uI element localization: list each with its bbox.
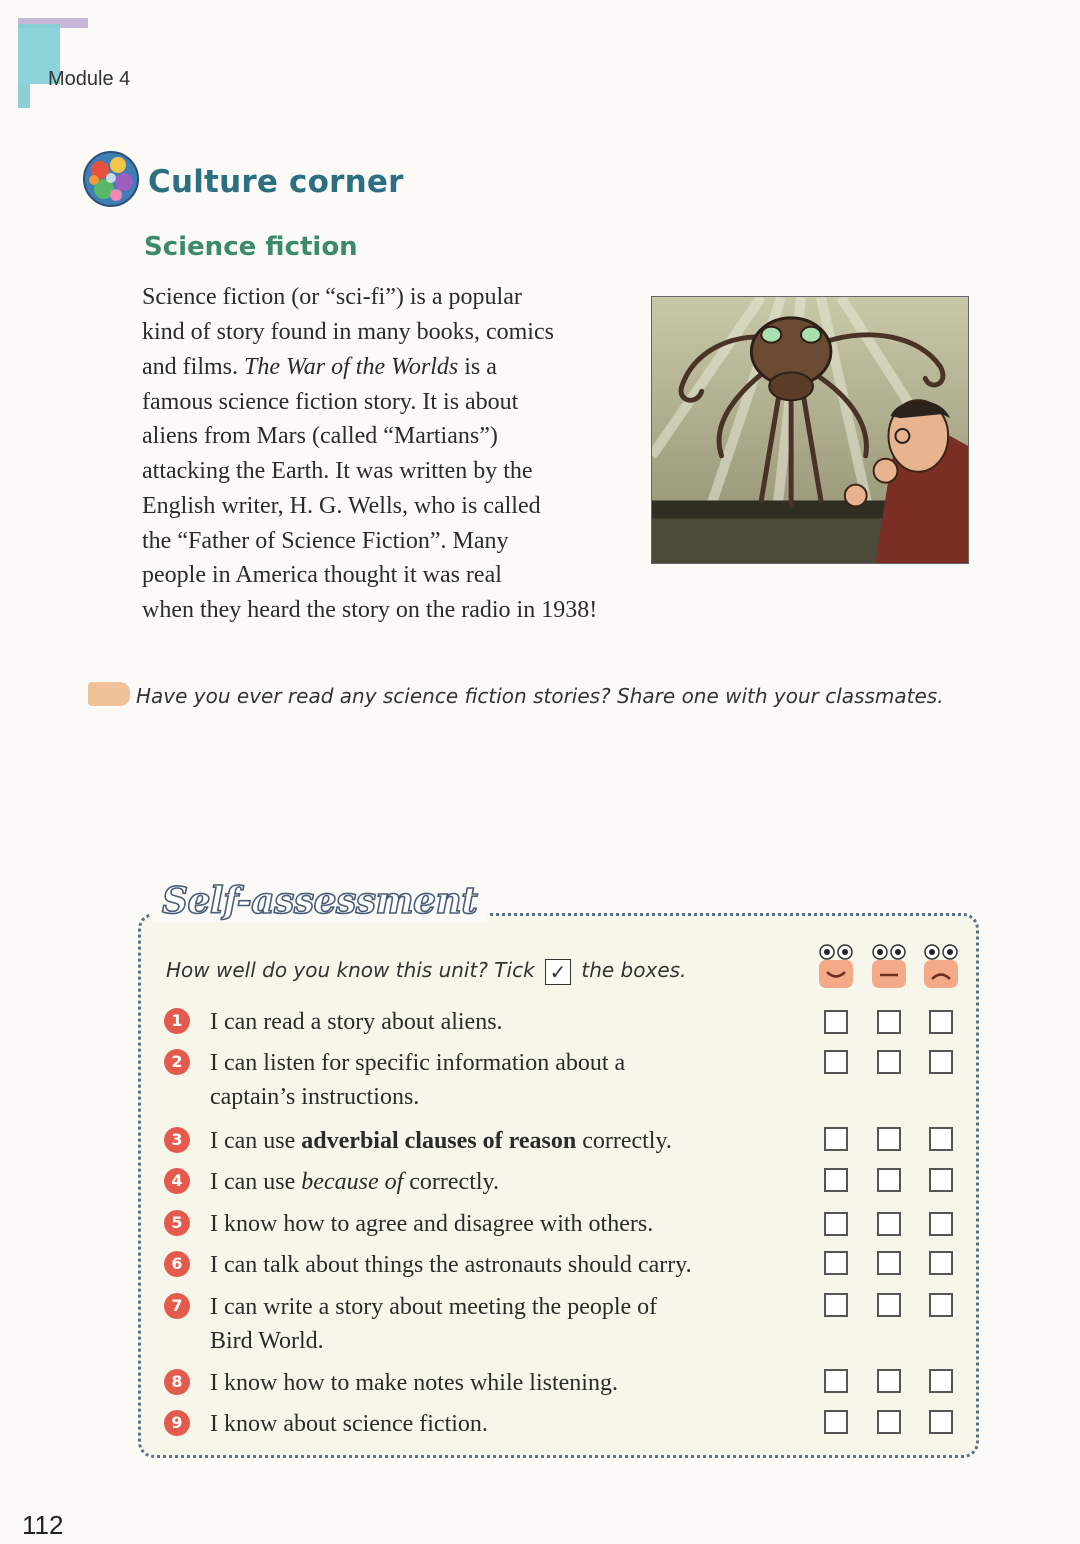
item-number-badge: 4 (164, 1168, 190, 1194)
culture-globe-icon (82, 150, 140, 208)
rating-checkbox-good-item-1[interactable] (824, 1010, 848, 1034)
paragraph-line: kind of story found in many books, comics (142, 319, 554, 345)
item-text: I can use adverbial clauses of reason correctly. (210, 1128, 672, 1154)
paragraph-line: and films. The War of the Worlds is a (142, 354, 497, 380)
item-number-badge: 5 (164, 1210, 190, 1236)
paragraph-line: famous science fiction story. It is about (142, 389, 519, 415)
rating-checkbox-good-item-6[interactable] (824, 1251, 848, 1275)
rating-checkbox-needs-work-item-5[interactable] (929, 1212, 953, 1236)
section-title: Culture corner (148, 164, 404, 200)
rating-checkbox-ok-item-8[interactable] (877, 1369, 901, 1393)
neutral-face-icon (869, 944, 909, 990)
item-number-badge: 3 (164, 1127, 190, 1153)
self-assessment-title: Self-assessment (162, 880, 478, 922)
rating-checkbox-ok-item-1[interactable] (877, 1010, 901, 1034)
paragraph-line: people in America thought it was real (142, 562, 502, 588)
item-number-badge: 6 (164, 1251, 190, 1277)
sad-face-icon (921, 944, 961, 990)
rating-checkbox-needs-work-item-1[interactable] (929, 1010, 953, 1034)
item-number-badge: 8 (164, 1369, 190, 1395)
rating-checkbox-needs-work-item-7[interactable] (929, 1293, 953, 1317)
book-title: The War of the Worlds (244, 354, 459, 380)
module-label: Module 4 (48, 68, 131, 90)
tick-example-icon: ✓ (545, 959, 571, 985)
rating-checkbox-needs-work-item-2[interactable] (929, 1050, 953, 1074)
rating-checkbox-good-item-4[interactable] (824, 1168, 848, 1192)
rating-checkbox-good-item-8[interactable] (824, 1369, 848, 1393)
rating-checkbox-ok-item-4[interactable] (877, 1168, 901, 1192)
rating-checkbox-ok-item-7[interactable] (877, 1293, 901, 1317)
rating-checkbox-ok-item-2[interactable] (877, 1050, 901, 1074)
rating-checkbox-needs-work-item-4[interactable] (929, 1168, 953, 1192)
rating-checkbox-good-item-7[interactable] (824, 1293, 848, 1317)
rating-checkbox-ok-item-9[interactable] (877, 1410, 901, 1434)
rating-checkbox-good-item-5[interactable] (824, 1212, 848, 1236)
item-text: I can talk about things the astronauts should carry. (210, 1252, 692, 1278)
rating-checkbox-ok-item-3[interactable] (877, 1127, 901, 1151)
rating-checkbox-ok-item-5[interactable] (877, 1212, 901, 1236)
item-number-badge: 1 (164, 1008, 190, 1034)
paragraph-line: aliens from Mars (called “Martians”) (142, 423, 498, 449)
item-text: I can use because of correctly. (210, 1169, 499, 1195)
self-assessment-title-wrap (152, 880, 487, 922)
rating-checkbox-needs-work-item-3[interactable] (929, 1127, 953, 1151)
rating-checkbox-good-item-9[interactable] (824, 1410, 848, 1434)
rating-checkbox-needs-work-item-8[interactable] (929, 1369, 953, 1393)
discussion-prompt: Have you ever read any science fiction stories? Share one with your classmates. (136, 684, 944, 708)
happy-face-icon (816, 944, 856, 990)
rating-checkbox-needs-work-item-6[interactable] (929, 1251, 953, 1275)
item-number-badge: 9 (164, 1410, 190, 1436)
item-text: I know how to agree and disagree with others. (210, 1211, 654, 1237)
self-assessment-instruction: How well do you know this unit? Tick ✓ the boxes. (166, 958, 687, 984)
rating-checkbox-good-item-2[interactable] (824, 1050, 848, 1074)
item-text: I know about science fiction. (210, 1411, 488, 1437)
paragraph-line: attacking the Earth. It was written by the (142, 458, 533, 484)
paragraph-line: Science fiction (or “sci-fi”) is a popular (142, 284, 522, 310)
item-number-badge: 7 (164, 1293, 190, 1319)
item-text: I can listen for specific information about a captain’s instructions. (210, 1050, 626, 1110)
paragraph-line: when they heard the story on the radio in 1938! (142, 597, 598, 623)
article-heading: Science fiction (144, 232, 358, 262)
item-text: I can read a story about aliens. (210, 1009, 503, 1035)
paragraph-line: English writer, H. G. Wells, who is called (142, 493, 541, 519)
rating-checkbox-needs-work-item-9[interactable] (929, 1410, 953, 1434)
rating-checkbox-good-item-3[interactable] (824, 1127, 848, 1151)
martian-illustration (651, 296, 969, 564)
page-number: 112 (22, 1510, 64, 1540)
item-number-badge: 2 (164, 1049, 190, 1075)
rating-checkbox-ok-item-6[interactable] (877, 1251, 901, 1275)
item-text: I know how to make notes while listening. (210, 1370, 618, 1396)
item-text: I can write a story about meeting the people of Bird World. (210, 1294, 658, 1354)
prompt-marker-icon (88, 682, 130, 706)
paragraph-line: the “Father of Science Fiction”. Many (142, 528, 509, 554)
